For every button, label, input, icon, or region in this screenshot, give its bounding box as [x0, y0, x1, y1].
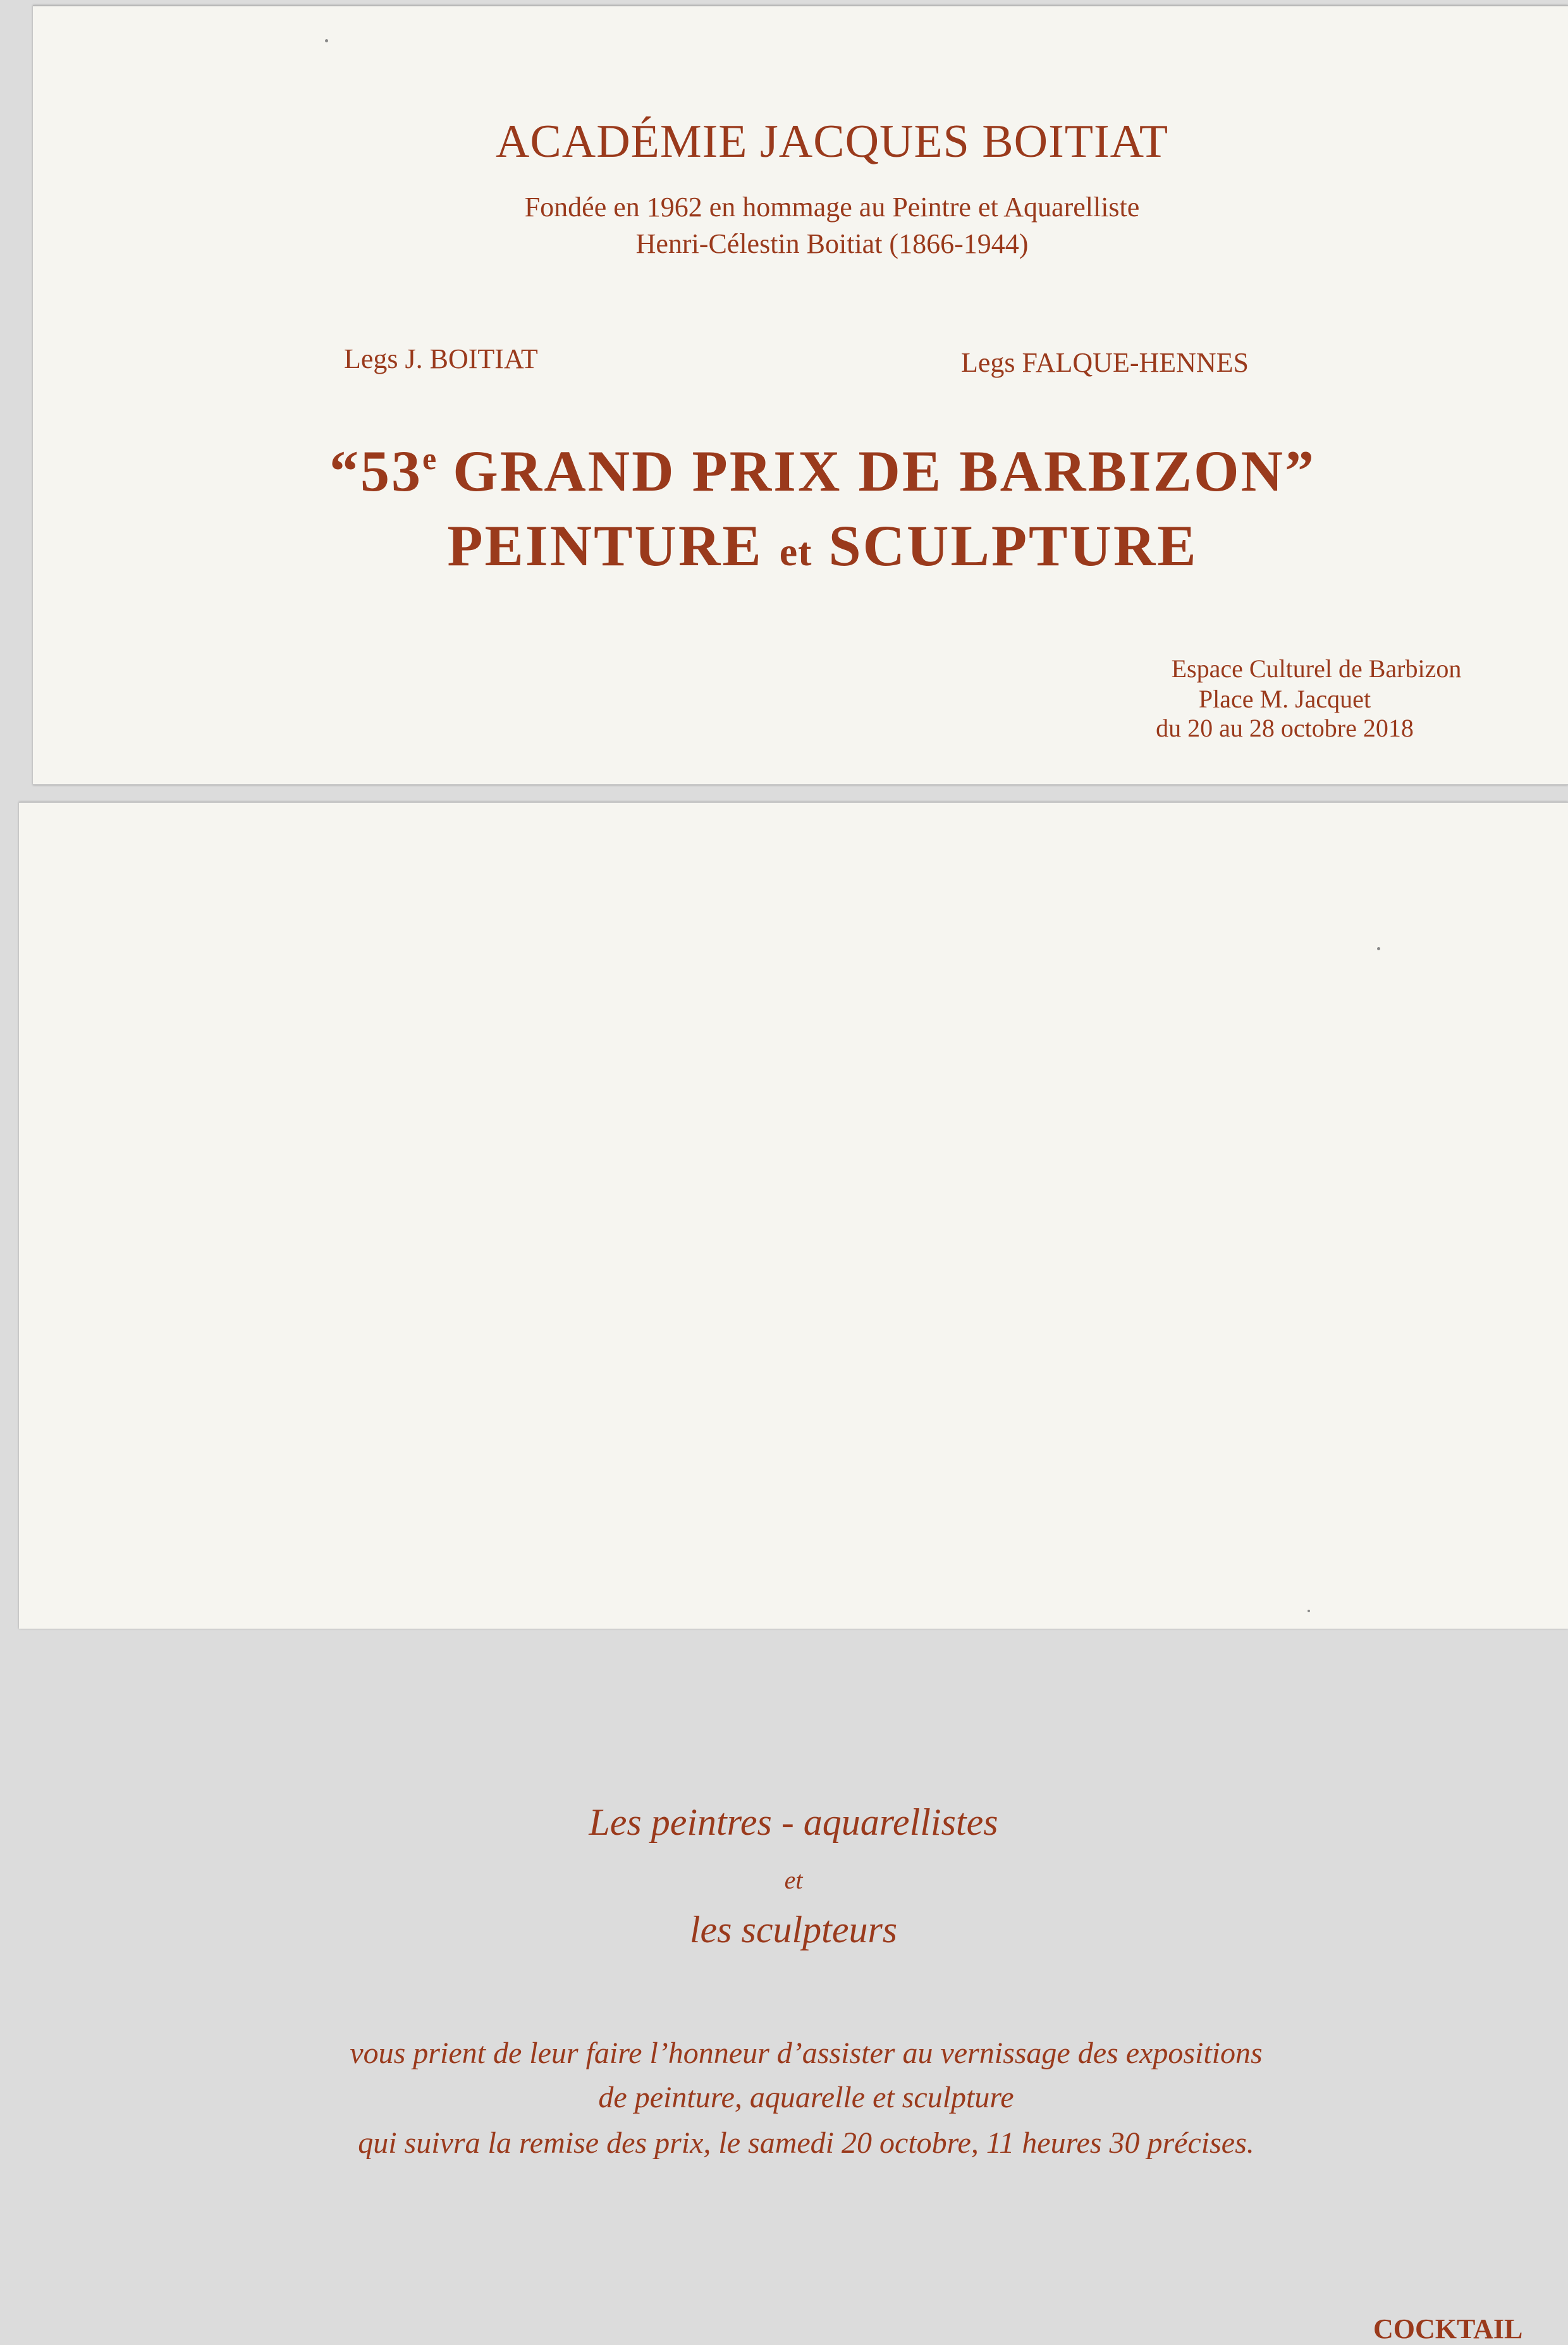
venue-place: Place M. Jacquet: [1198, 685, 1371, 713]
paper-speck: [325, 39, 328, 42]
legacy-left: Legs J. BOITIAT: [344, 343, 538, 374]
invite-line-1: vous prient de leur faire l’honneur d’assister au vernissage des expositions: [350, 2036, 1263, 2070]
artists-and: et: [784, 1866, 803, 1894]
prize-subtitle-part-2: et: [779, 529, 812, 574]
paper-speck: [1308, 1610, 1310, 1612]
prize-title-superscript: e: [422, 441, 437, 476]
legacy-right: Legs FALQUE-HENNES: [961, 347, 1249, 378]
invite-line-3: qui suivra la remise des prix, le samedi 20 octobre, 11 heures 30 précises.: [358, 2126, 1254, 2160]
cocktail-label: COCKTAIL: [1373, 2313, 1523, 2344]
founded-line-2: Henri-Célestin Boitiat (1866-1944): [635, 228, 1029, 259]
artists-sculptors: les sculpteurs: [689, 1909, 898, 1950]
prize-title: [77, 438, 1568, 505]
venue-name: Espace Culturel de Barbizon: [1171, 654, 1462, 683]
academy-name: ACADÉMIE JACQUES BOITIAT: [495, 116, 1169, 168]
founded-line-1: Fondée en 1962 en hommage au Peintre et Aquarelliste: [524, 192, 1140, 223]
venue-dates: du 20 au 28 octobre 2018: [1156, 714, 1414, 742]
prize-subtitle-part-1: PEINTURE: [447, 513, 780, 578]
prize-subtitle: [77, 512, 1568, 579]
prize-subtitle-part-3: SCULPTURE: [812, 513, 1198, 578]
prize-title-number: 53: [360, 439, 422, 503]
paper-speck: [1377, 947, 1380, 950]
prize-title-open-quote: “: [329, 439, 360, 503]
invitation-card-front: [33, 5, 1568, 785]
artists-painters: Les peintres - aquarellistes: [589, 1801, 998, 1843]
prize-title-rest: GRAND PRIX DE BARBIZON”: [436, 439, 1316, 503]
invite-line-2: de peinture, aquarelle et sculpture: [598, 2081, 1014, 2114]
invitation-card-inside: [19, 802, 1568, 2344]
